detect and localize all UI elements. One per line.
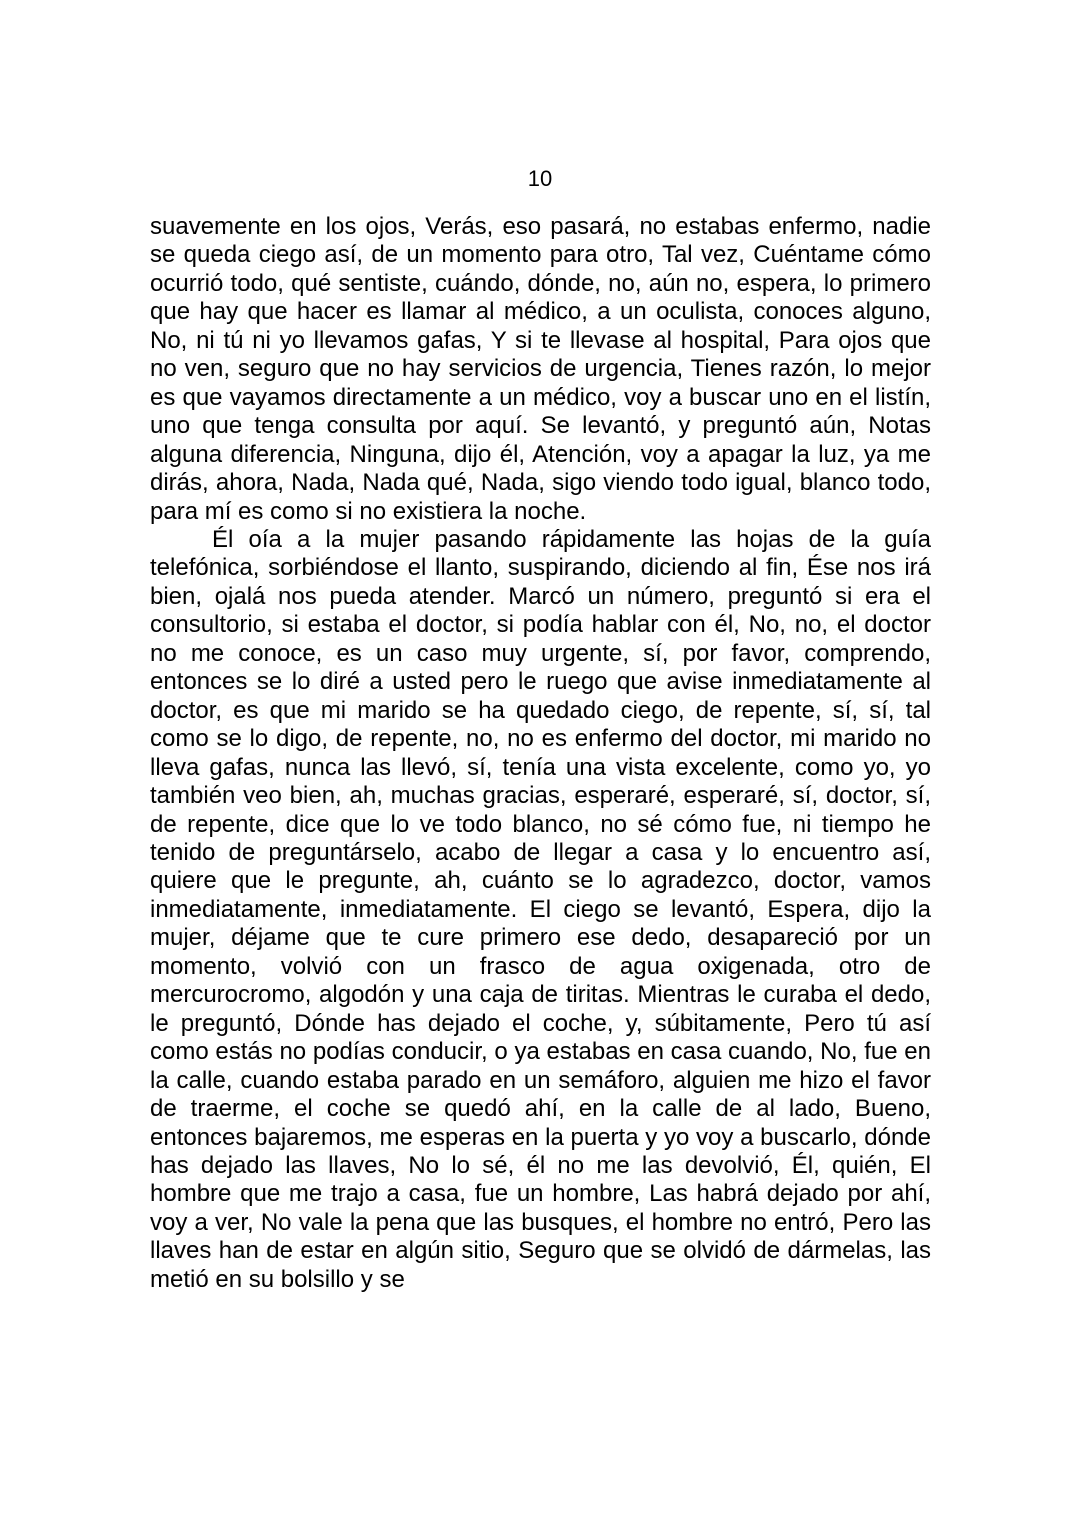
text-body: [150, 213, 931, 1294]
paragraph-continuation: suavemente en los ojos, Verás, eso pasará, no estabas enfermo, nadie se queda ciego así, de un momento para otro, Tal vez, Cuéntame cómo ocurrió todo, qué sentiste, cuándo, dónde, no, aún no, espera, lo primero que hay que hacer es llamar al médico, a un oculista, conoces alguno, No, ni tú ni yo llevamos gafas, Y si te llevase al hospital, Para ojos que no ven, seguro que no hay servicios de urgencia, Tienes razón, lo mejor es que vayamos directamente a un médico, voy a buscar uno en el listín, uno que tenga consulta por aquí. Se levantó, y preguntó aún, Notas alguna diferencia, Ninguna, dijo él, Atención, voy a apagar la luz, ya me dirás, ahora, Nada, Nada qué, Nada, sigo viendo todo igual, blanco todo, para mí es como si no existiera la noche.: [150, 213, 931, 525]
paragraph-indented: Él oía a la mujer pasando rápidamente las hojas de la guía telefónica, sorbiéndose el llanto, suspirando, diciendo al fin, Ése nos irá bien, ojalá nos pueda atender. Marcó un número, preguntó si era el consultorio, si estaba el doctor, si podía hablar con él, No, no, el doctor no me conoce, es un caso muy urgente, sí, por favor, comprendo, entonces se lo diré a usted pero le ruego que avise inmediatamente al doctor, es que mi marido se ha quedado ciego, de repente, sí, sí, tal como se lo digo, de repente, no, no es enfermo del doctor, mi marido no lleva gafas, nunca las llevó, sí, tenía una vista excelente, como yo, yo también veo bien, ah, muchas gracias, esperaré, esperaré, sí, doctor, sí, de repente, dice que lo ve todo blanco, no sé cómo fue, ni tiempo he tenido de preguntárselo, acabo de llegar a casa y lo encuentro así, quiere que le pregunte, ah, cuánto se lo agradezco, doctor, vamos inmediatamente, inmediatamente. El ciego se levantó, Espera, dijo la mujer, déjame que te cure primero ese dedo, desapareció por un momento, volvió con un frasco de agua oxigenada, otro de mercurocromo, algodón y una caja de tiritas. Mientras le curaba el dedo, le preguntó, Dónde has dejado el coche, y, súbitamente, Pero tú así como estás no podías conducir, o ya estabas en casa cuando, No, fue en la calle, cuando estaba parado en un semáforo, alguien me hizo el favor de traerme, el coche se quedó ahí, en la calle de al lado, Bueno, entonces bajaremos, me esperas en la puerta y yo voy a buscarlo, dónde has dejado las llaves, No lo sé, él no me las devolvió, Él, quién, El hombre que me trajo a casa, fue un hombre, Las habrá dejado por ahí, voy a ver, No vale la pena que las busques, el hombre no entró, Pero las llaves han de estar en algún sitio, Seguro que se olvidó de dármelas, las metió en su bolsillo y se: [150, 525, 931, 1293]
page-number: 10: [527, 166, 553, 191]
